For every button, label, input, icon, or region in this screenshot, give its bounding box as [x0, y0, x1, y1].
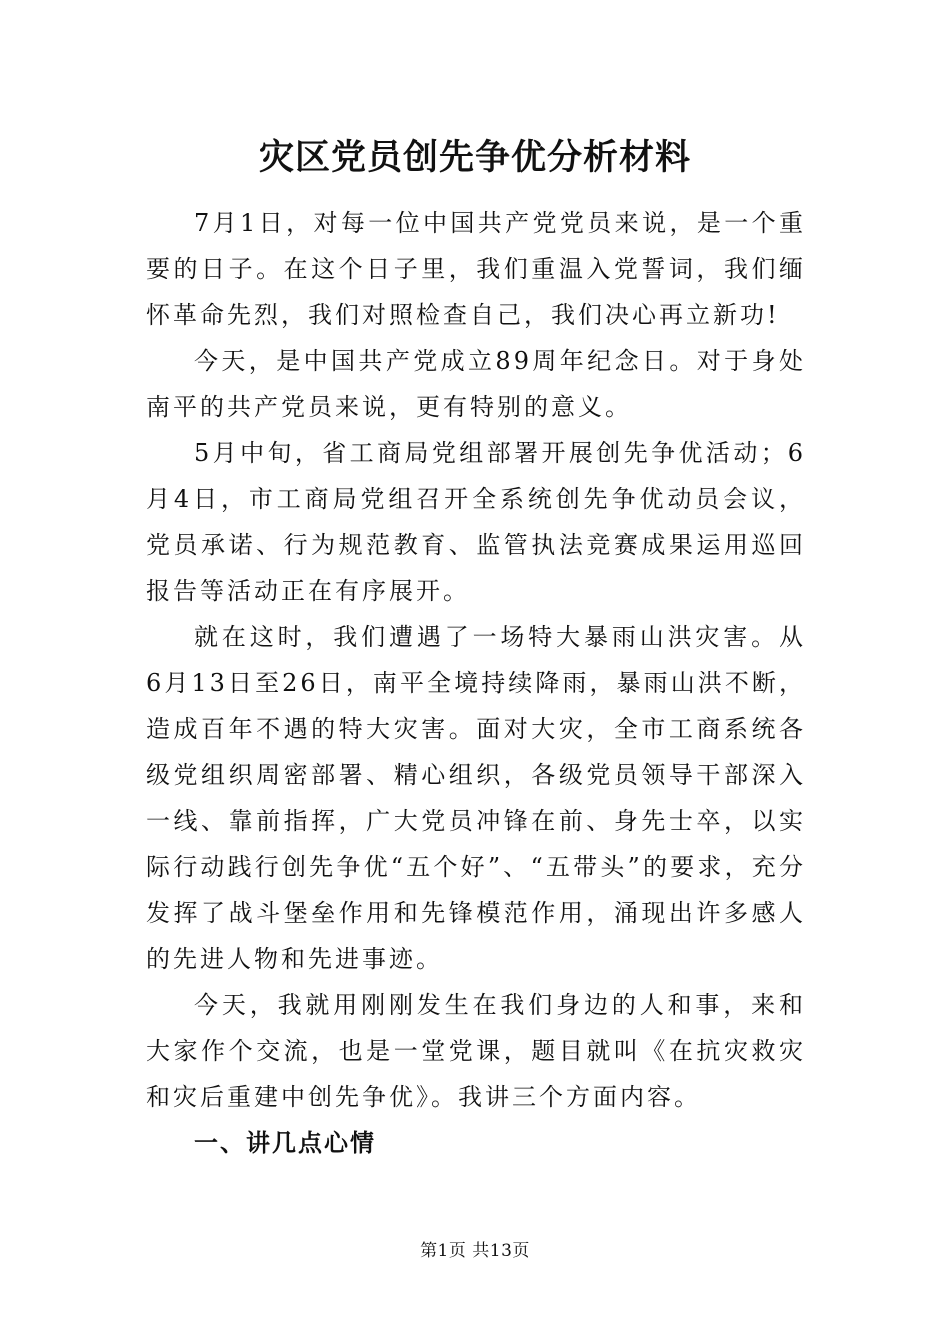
paragraph-3: 5月中旬，省工商局党组部署开展创先争优活动；6月4日，市工商局党组召开全系统创先争优动员会议，党员承诺、行为规范教育、监管执法竞赛成果运用巡回报告等活动正在有序展开。 [146, 439, 806, 605]
section-heading: 一、讲几点心情 [194, 1129, 376, 1157]
page-number-footer: 第1页 共13页 [420, 1241, 530, 1261]
paragraph-5: 今天，我就用刚刚发生在我们身边的人和事，来和大家作个交流，也是一堂党课，题目就叫《在抗灾救灾和灾后重建中创先争优》。我讲三个方面内容。 [146, 991, 806, 1111]
document-body [146, 200, 806, 1166]
paragraph-2: 今天，是中国共产党成立89周年纪念日。对于身处南平的共产党员来说，更有特别的意义。 [146, 347, 806, 421]
paragraph-1: 7月1日，对每一位中国共产党党员来说，是一个重要的日子。在这个日子里，我们重温入党誓词，我们缅怀革命先烈，我们对照检查自己，我们决心再立新功! [146, 209, 806, 329]
paragraph-4: 就在这时，我们遭遇了一场特大暴雨山洪灾害。从6月13日至26日，南平全境持续降雨，暴雨山洪不断，造成百年不遇的特大灾害。面对大灾，全市工商系统各级党组织周密部署、精心组织，各级党员领导干部深入一线、靠前指挥，广大党员冲锋在前、身先士卒，以实际行动践行创先争优“五个好”、“五带头”的要求，充分发挥了战斗堡垒作用和先锋模范作用，涌现出许多感人的先进人物和先进事迹。 [146, 623, 806, 973]
document-title: 灾区党员创先争优分析材料 [258, 138, 691, 178]
